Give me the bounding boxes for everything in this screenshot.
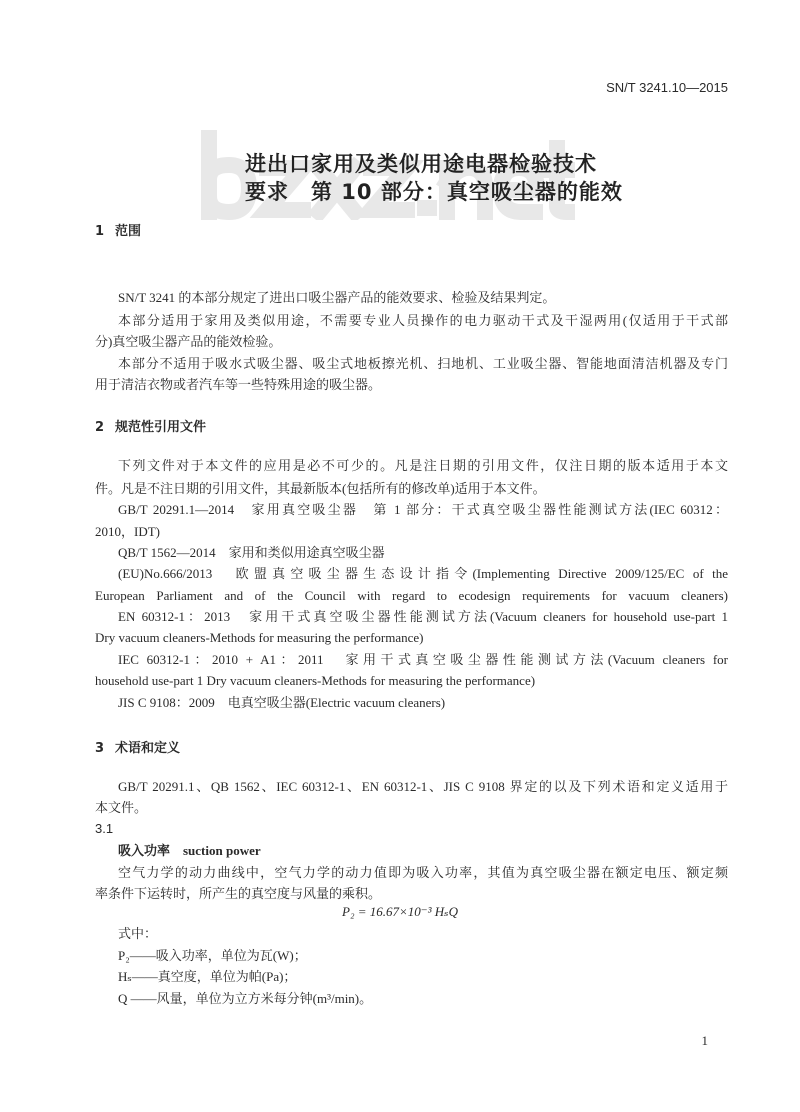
variable-definition: Q ——风量，单位为立方米每分钟(m³/min)。 <box>118 991 373 1006</box>
section-number: 2 <box>95 420 105 435</box>
paragraph-line: 下列文件对于本文件的应用是必不可少的。凡是注日期的引用文件，仅注日期的版本适用于本文 <box>118 458 728 473</box>
standard-number: SN/T 3241.10—2015 <box>606 80 728 95</box>
section-heading-normative-references <box>95 416 206 435</box>
paragraph-line: 分)真空吸尘器产品的能效检验。 <box>95 334 282 349</box>
reference-line: JIS C 9108：2009 电真空吸尘器(Electric vacuum cleaners) <box>118 695 446 710</box>
paragraph-line: SN/T 3241 的本部分规定了进出口吸尘器产品的能效要求、检验及结果判定。 <box>118 290 556 305</box>
reference-line: IEC 60312-1：2010 + A1：2011 家用干式真空吸尘器性能测试方法(Vacuum cleaners for <box>118 652 728 667</box>
section-heading-scope <box>95 220 141 239</box>
paragraph-line: 本文件。 <box>95 800 148 815</box>
reference-line: 2010，IDT) <box>95 524 160 539</box>
section-title: 规范性引用文件 <box>115 420 207 435</box>
page-number: 1 <box>701 1033 708 1048</box>
variable-definition: Hₛ——真空度，单位为帕(Pa)； <box>118 969 297 984</box>
paragraph-line: 件。凡是不注日期的引用文件，其最新版本(包括所有的修改单)适用于本文件。 <box>95 481 546 496</box>
reference-line: EN 60312-1：2013 家用干式真空吸尘器性能测试方法(Vacuum cleaners for household use-part 1 <box>118 609 728 624</box>
term-heading: 吸入功率 suction power <box>118 843 261 858</box>
reference-line: Dry vacuum cleaners-Methods for measuring the performance) <box>95 630 424 645</box>
formula-where-label: 式中： <box>118 926 158 941</box>
reference-line: household use-part 1 Dry vacuum cleaners-Methods for measuring the performance) <box>95 673 536 688</box>
formula: P₂ = 16.67×10⁻³ HₛQ <box>342 904 458 919</box>
paragraph-line: GB/T 20291.1、QB 1562、IEC 60312-1、EN 60312-1、JIS C 9108 界定的以及下列术语和定义适用于 <box>118 779 728 794</box>
definition-line: 空气力学的动力曲线中，空气力学的动力值即为吸入功率，其值为真空吸尘器在额定电压、额定频 <box>118 865 728 880</box>
reference-line: (EU)No.666/2013 欧盟真空吸尘器生态设计指令(Implementing Directive 2009/125/EC of the <box>118 566 728 581</box>
clause-number: 3.1 <box>95 821 114 836</box>
variable-definition: P₂——吸入功率，单位为瓦(W)； <box>118 948 307 963</box>
section-number: 1 <box>95 224 105 239</box>
document-title-line-1: 进出口家用及类似用途电器检验技术 <box>245 152 597 176</box>
section-title: 范围 <box>115 224 142 239</box>
reference-line: GB/T 20291.1—2014 家用真空吸尘器 第 1 部分：干式真空吸尘器性能测试方法(IEC 60312： <box>118 502 728 517</box>
reference-line: European Parliament and of the Council with regard to ecodesign requirements for vacuum cleaners) <box>95 588 728 603</box>
paragraph-line: 本部分不适用于吸水式吸尘器、吸尘式地板擦光机、扫地机、工业吸尘器、智能地面清洁机器及专门 <box>118 356 728 371</box>
paragraph-line: 用于清洁衣物或者汽车等一些特殊用途的吸尘器。 <box>95 377 382 392</box>
section-number: 3 <box>95 741 105 756</box>
paragraph-line: 本部分适用于家用及类似用途，不需要专业人员操作的电力驱动干式及干湿两用(仅适用于干式部 <box>118 313 728 328</box>
section-heading-terms-definitions <box>95 737 180 756</box>
document-title-line-2: 要求 第 10 部分：真空吸尘器的能效 <box>245 180 623 204</box>
reference-line: QB/T 1562—2014 家用和类似用途真空吸尘器 <box>118 545 385 560</box>
definition-line: 率条件下运转时，所产生的真空度与风量的乘积。 <box>95 886 382 901</box>
section-title: 术语和定义 <box>115 741 181 756</box>
